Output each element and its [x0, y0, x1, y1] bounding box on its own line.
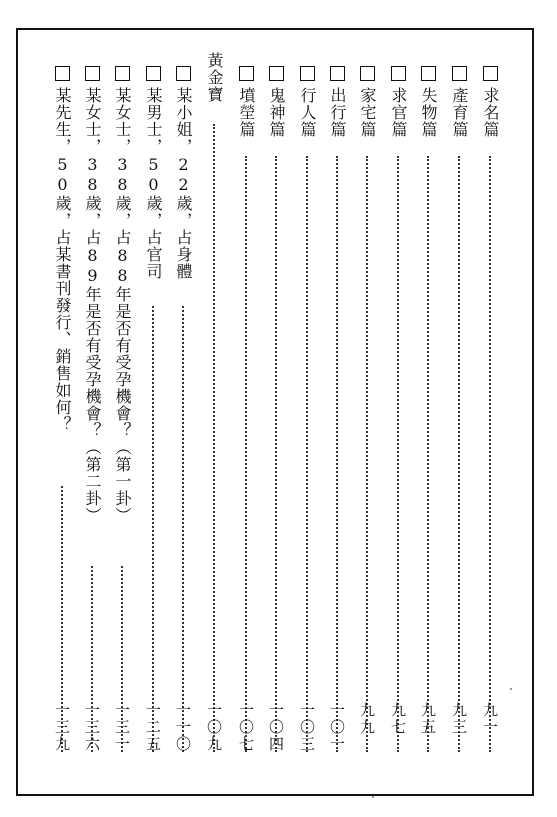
toc-subentry-5[interactable] — [51, 66, 73, 433]
page-number: 一〇九 — [205, 702, 223, 753]
page-number: 九七 — [389, 702, 407, 736]
toc-entry-title: 求名篇 — [481, 87, 500, 138]
toc-subentry-title: 某女士，38歲，占88年是否有受孕機會？（第一卦） — [113, 87, 132, 524]
toc-entry-title: 產育篇 — [450, 87, 469, 138]
toc-subentry-2[interactable] — [142, 66, 164, 280]
dotted-leader — [245, 156, 247, 752]
toc-subentry-4[interactable] — [81, 66, 103, 524]
toc-entry-fenying[interactable] — [235, 66, 257, 138]
toc-entry-qiuguan[interactable] — [387, 66, 409, 138]
page-number: 九一 — [481, 702, 499, 736]
checkbox-square-icon — [269, 66, 284, 81]
checkbox-square-icon — [483, 66, 498, 81]
page-number: 九九 — [358, 702, 376, 736]
toc-subentry-3[interactable] — [111, 66, 133, 524]
checkbox-square-icon — [146, 66, 161, 81]
page-number: 九五 — [419, 702, 437, 736]
toc-entry-title: 家宅篇 — [358, 87, 377, 138]
toc-subentry-title: 某女士，38歲，占89年是否有受孕機會？（第二卦） — [83, 87, 102, 524]
dotted-leader — [152, 306, 154, 752]
dotted-leader — [458, 156, 460, 752]
toc-entry-xingren[interactable] — [296, 66, 318, 138]
toc-entry-title: 求官篇 — [389, 87, 408, 138]
checkbox-square-icon — [115, 66, 130, 81]
checkbox-square-icon — [55, 66, 70, 81]
dotted-leader — [306, 156, 308, 752]
toc-subentry-title: 某男士，50歲，占官司 — [144, 87, 163, 280]
toc-subentry-title: 某小姐，22歲，占身體 — [174, 87, 193, 280]
toc-entry-chanyu[interactable] — [448, 66, 470, 138]
dotted-leader — [366, 156, 368, 752]
toc-entry-guishen[interactable] — [265, 66, 287, 138]
page-number: 一〇一 — [328, 702, 346, 753]
dotted-leader — [427, 156, 429, 752]
toc-section-huangjinbao[interactable] — [203, 52, 225, 103]
toc-entry-shiwu[interactable] — [417, 66, 439, 138]
toc-entry-title: 出行篇 — [328, 87, 347, 138]
page-number: 一三一 — [113, 702, 131, 753]
page-number: 一〇三 — [298, 702, 316, 753]
toc-entry-chuxing[interactable] — [326, 66, 348, 138]
scan-speck — [510, 688, 512, 690]
dotted-leader — [213, 124, 215, 752]
page-number: 一〇七 — [237, 702, 255, 753]
page-number: 一三六 — [83, 702, 101, 753]
checkbox-square-icon — [330, 66, 345, 81]
page-number: 一三九 — [53, 702, 71, 753]
scan-speck — [372, 796, 374, 798]
dotted-leader — [182, 306, 184, 752]
checkbox-square-icon — [300, 66, 315, 81]
page-number: 一〇四 — [267, 702, 285, 753]
toc-entry-title: 失物篇 — [419, 87, 438, 138]
toc-entry-jiazhai[interactable] — [356, 66, 378, 138]
toc-entry-title: 鬼神篇 — [267, 87, 286, 138]
toc-subentry-title: 某先生，50歲，占某書刊發行、銷售如何？ — [53, 87, 72, 433]
page-number: 一二五 — [144, 702, 162, 753]
checkbox-square-icon — [176, 66, 191, 81]
checkbox-square-icon — [85, 66, 100, 81]
checkbox-square-icon — [391, 66, 406, 81]
page-number: 九三 — [450, 702, 468, 736]
toc-subentry-1[interactable] — [172, 66, 194, 280]
checkbox-square-icon — [239, 66, 254, 81]
checkbox-square-icon — [360, 66, 375, 81]
checkbox-square-icon — [452, 66, 467, 81]
checkbox-square-icon — [421, 66, 436, 81]
dotted-leader — [275, 156, 277, 752]
dotted-leader — [397, 156, 399, 752]
toc-entry-title: 墳塋篇 — [237, 87, 256, 138]
dotted-leader — [489, 156, 491, 752]
section-title: 黃金寶 — [205, 52, 224, 103]
toc-entry-title: 行人篇 — [298, 87, 317, 138]
toc-entry-qiuming[interactable] — [479, 66, 501, 138]
page-number: 一一〇 — [174, 702, 192, 753]
dotted-leader — [336, 156, 338, 752]
